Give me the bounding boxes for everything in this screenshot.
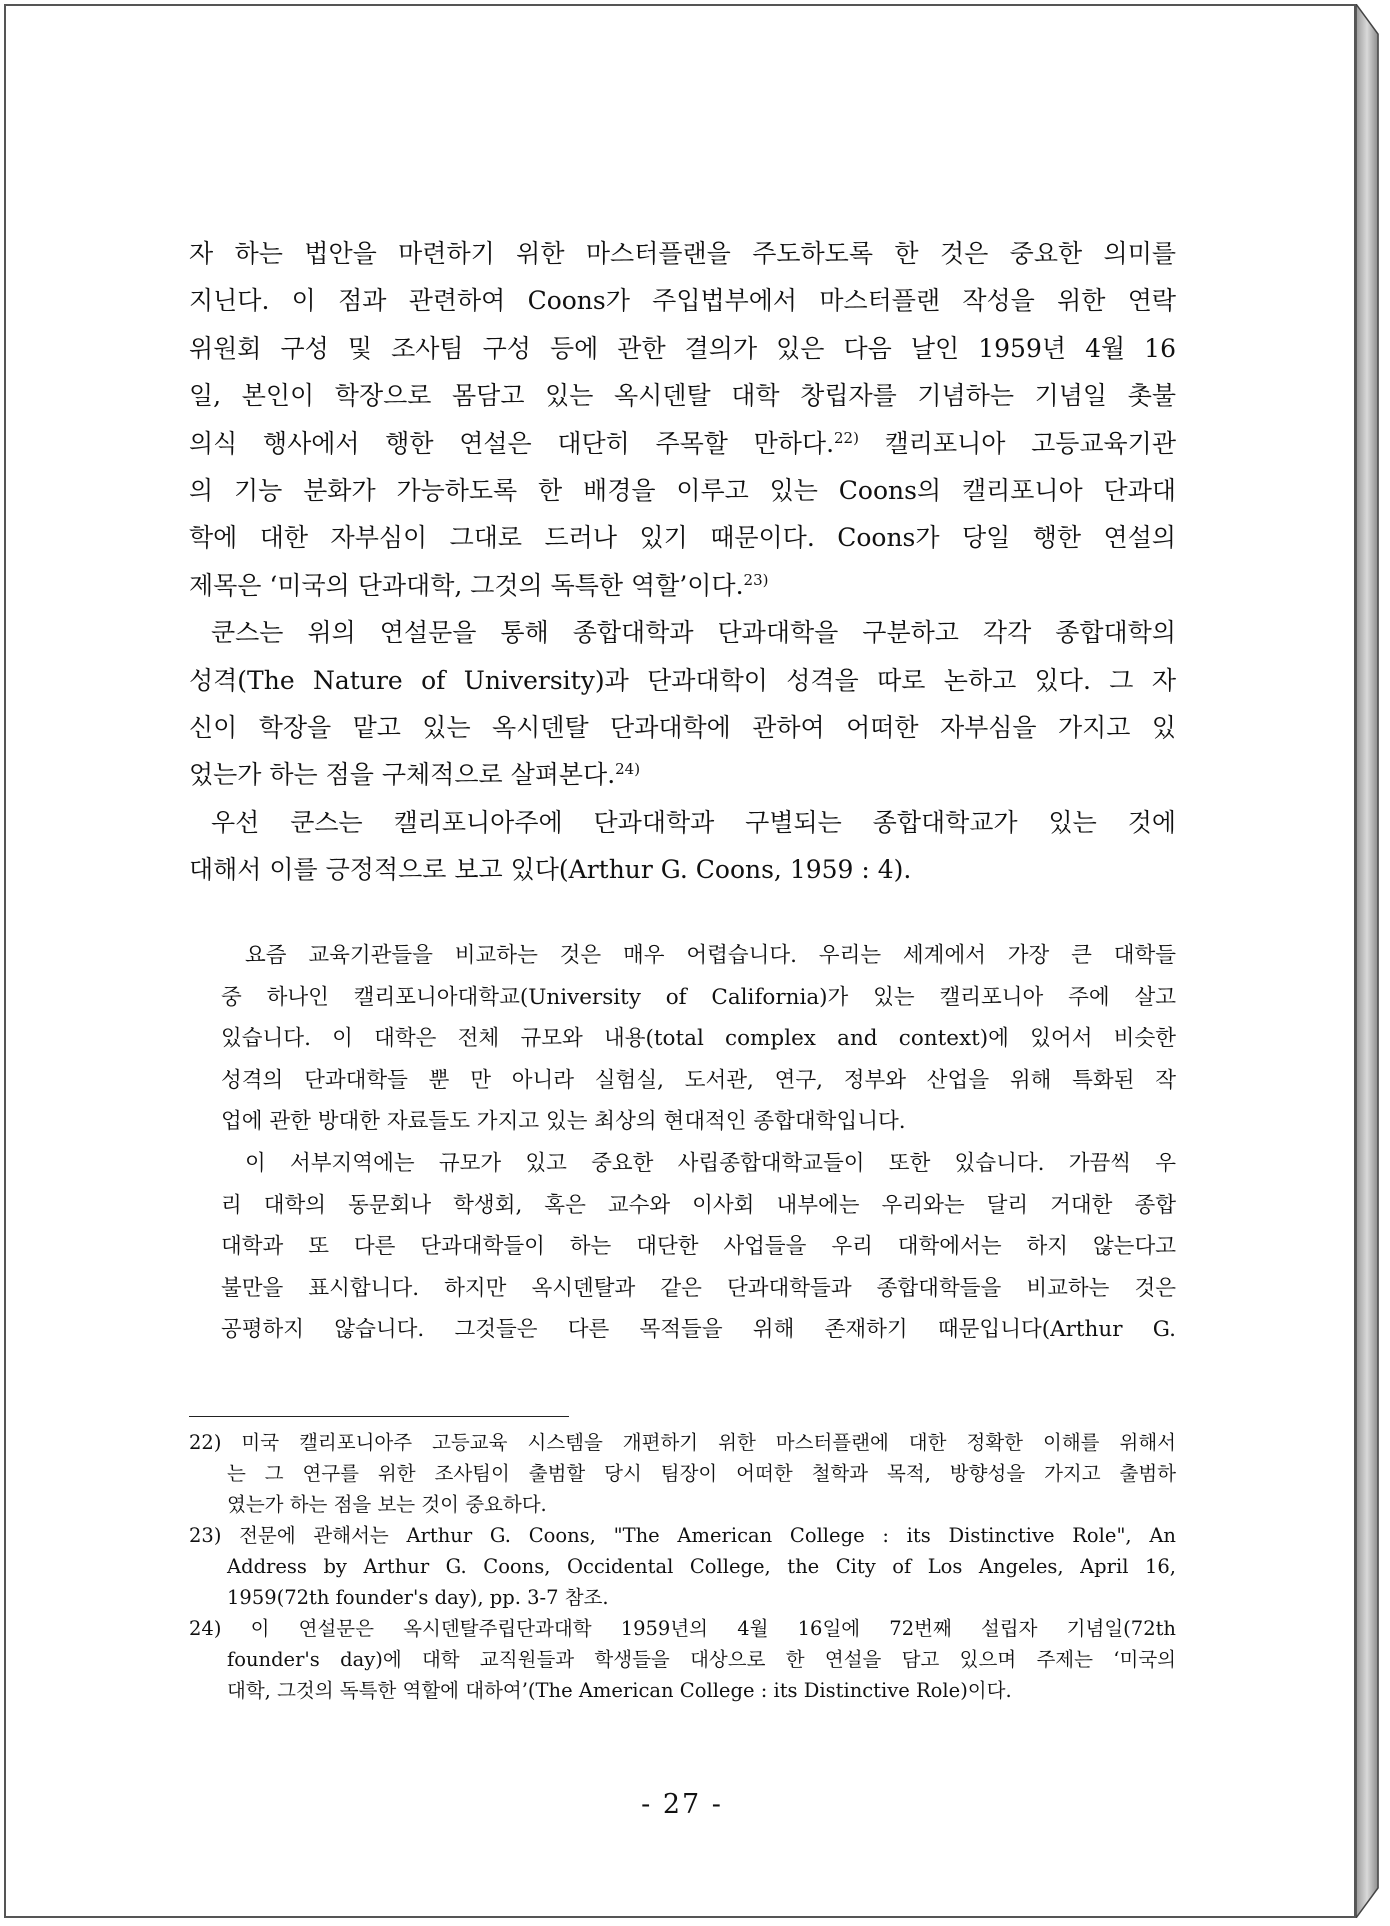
footnote-24: 24) 이 연설문은 옥시덴탈주립단과대학 1959년의 4월 16일에 72번째 설립자 기념일(72th xyxy=(189,1617,1176,1640)
quote-line: 성격의 단과대학들 뿐 만 아니라 실험실, 도서관, 연구, 정부와 산업을 위해 특화된 작 xyxy=(221,1067,1176,1093)
body-line: 자 하는 법안을 마련하기 위한 마스터플랜을 주도하도록 한 것은 중요한 의미를 xyxy=(189,239,1176,268)
footnote-ref-24: 24) xyxy=(615,760,641,779)
quote-line: 공평하지 않습니다. 그것들은 다른 목적들을 위해 존재하기 때문입니다(Arthur G. xyxy=(221,1317,1176,1343)
body-line: 성격(The Nature of University)과 단과대학이 성격을 따로 논하고 있다. 그 자 xyxy=(189,665,1176,695)
footnote-22: 22) 미국 캘리포니아주 고등교육 시스템을 개편하기 위한 마스터플랜에 대한 정확한 이해를 위해서 xyxy=(189,1431,1176,1454)
footnote-ref-23: 23) xyxy=(743,570,769,589)
block-quote xyxy=(221,935,1176,1351)
body-line-text: 캘리포니아 고등교육기관 xyxy=(884,428,1176,458)
body-line-text: 었는가 하는 점을 구체적으로 살펴본다. xyxy=(189,760,616,790)
footnote-23: 23) 전문에 관해서는 Arthur G. Coons, "The American College : its Distinctive Role", An xyxy=(189,1524,1176,1547)
body-line: 대해서 이를 긍정적으로 보고 있다(Arthur G. Coons, 1959 : 4). xyxy=(189,855,912,885)
body-line: 쿤스는 위의 연설문을 통해 종합대학과 단과대학을 구분하고 각각 종합대학의 xyxy=(211,618,1176,648)
body-line: 일, 본인이 학장으로 몸담고 있는 옥시덴탈 대학 창립자를 기념하는 기념일 촛불 xyxy=(189,381,1176,411)
footnote-24-cont: 대학, 그것의 독특한 역할에 대하여’(The American College : its Distinctive Role)이다. xyxy=(227,1679,1012,1702)
quote-line: 요즘 교육기관들을 비교하는 것은 매우 어렵습니다. 우리는 세계에서 가장 큰 대학들 xyxy=(245,943,1176,968)
quote-line: 리 대학의 동문회나 학생회, 혹은 교수와 이사회 내부에는 우리와는 달리 거대한 종합 xyxy=(221,1192,1176,1218)
document-page xyxy=(4,4,1356,1918)
footnote-ref-22: 22) xyxy=(834,428,859,447)
footnote-23-cont: Address by Arthur G. Coons, Occidental College, the City of Los Angeles, April 16, xyxy=(227,1555,1176,1578)
body-line-text: 의식 행사에서 행한 연설은 대단히 주목할 만하다. xyxy=(189,428,835,458)
body-line-text: 제목은 ‘미국의 단과대학, 그것의 독특한 역할’이다. xyxy=(189,570,744,600)
footnote-23-cont: 1959(72th founder's day), pp. 3-7 참조. xyxy=(227,1586,609,1609)
page-number: - 27 - xyxy=(641,1789,723,1820)
quote-line: 이 서부지역에는 규모가 있고 중요한 사립종합대학교들이 또한 있습니다. 가끔씩 우 xyxy=(245,1150,1176,1176)
quote-line: 중 하나인 캘리포니아대학교(University of California)가 있는 캘리포니아 주에 살고 xyxy=(221,984,1176,1010)
body-line: 위원회 구성 및 조사팀 구성 등에 관한 결의가 있은 다음 날인 1959년 4월 16 xyxy=(189,333,1176,363)
quote-line: 업에 관한 방대한 자료들도 가지고 있는 최상의 현대적인 종합대학입니다. xyxy=(221,1109,906,1135)
body-line: 의 기능 분화가 가능하도록 한 배경을 이루고 있는 Coons의 캘리포니아 단과대 xyxy=(189,475,1176,505)
footnote-22-cont: 였는가 하는 점을 보는 것이 중요하다. xyxy=(227,1493,547,1516)
footnotes xyxy=(189,1427,1176,1706)
body-line xyxy=(189,562,1176,609)
body-line xyxy=(189,751,1176,798)
quote-line: 불만을 표시합니다. 하지만 옥시덴탈과 같은 단과대학들과 종합대학들을 비교하는 것은 xyxy=(221,1275,1176,1301)
body-line: 지닌다. 이 점과 관련하여 Coons가 주입법부에서 마스터플랜 작성을 위한 연락 xyxy=(189,286,1176,316)
body-line: 신이 학장을 맡고 있는 옥시덴탈 단과대학에 관하여 어떠한 자부심을 가지고 있 xyxy=(189,712,1176,742)
body-line: 학에 대한 자부심이 그대로 드러나 있기 때문이다. Coons가 당일 행한 연설의 xyxy=(189,523,1176,553)
body-line: 우선 쿤스는 캘리포니아주에 단과대학과 구별되는 종합대학교가 있는 것에 xyxy=(211,807,1176,837)
quote-line: 대학과 또 다른 단과대학들이 하는 대단한 사업들을 우리 대학에서는 하지 않는다고 xyxy=(221,1234,1176,1260)
page-curl-edge xyxy=(1356,4,1386,1918)
footnote-divider xyxy=(189,1416,569,1417)
footnote-24-cont: founder's day)에 대학 교직원들과 학생들을 대상으로 한 연설을 담고 있으며 주제는 ‘미국의 xyxy=(227,1648,1176,1671)
body-line xyxy=(189,420,1176,467)
body-text xyxy=(189,230,1176,893)
footnote-22-cont: 는 그 연구를 위한 조사팀이 출범할 당시 팀장이 어떠한 철학과 목적, 방향성을 가지고 출범하 xyxy=(227,1462,1176,1485)
quote-line: 있습니다. 이 대학은 전체 규모와 내용(total complex and context)에 있어서 비슷한 xyxy=(221,1026,1176,1052)
